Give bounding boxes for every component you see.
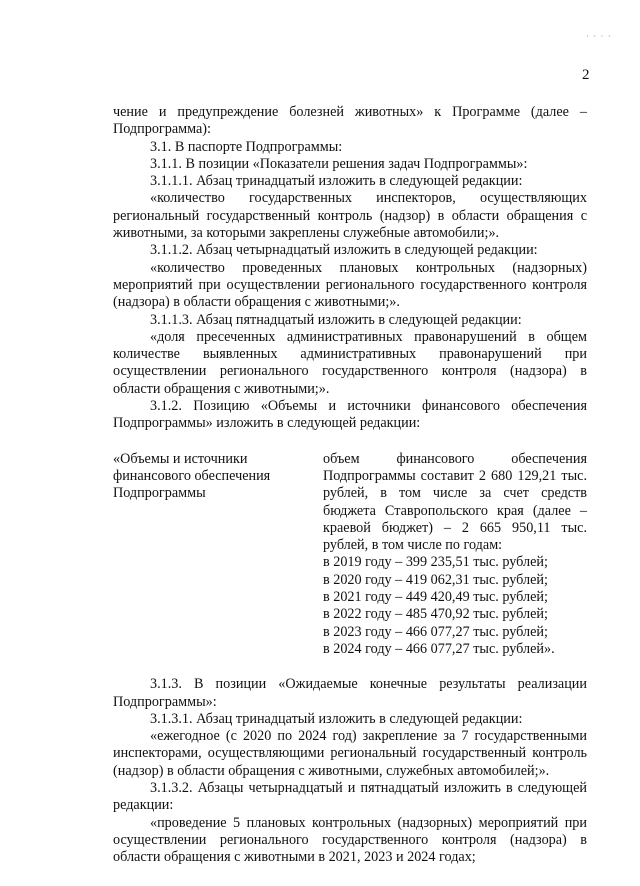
- finance-year-line: в 2020 году – 419 062,31 тыс. рублей;: [323, 571, 548, 588]
- page-number: 2: [582, 67, 590, 83]
- paragraph: 3.1.3.1. Абзац тринадцатый изложить в следующей редакции:: [150, 710, 523, 727]
- paragraph: чение и предупреждение болезней животных» к Программе (далее – Подпрограмма):: [113, 104, 587, 138]
- paragraph: 3.1.2. Позицию «Объемы и источники финансового обеспечения Подпрограммы» изложить в следующей редакции:: [113, 398, 587, 432]
- paragraph: «количество проведенных плановых контрольных (надзорных) мероприятий при осуществлении регионального государственного контроля (надзора) в области обращения с животными;».: [113, 259, 587, 311]
- finance-year-line: в 2019 году – 399 235,51 тыс. рублей;: [323, 554, 548, 571]
- paragraph: «проведение 5 плановых контрольных (надзорных) мероприятий при осуществлении регионального государственного контроля (надзора) в области обращения с животными в 2021, 2023 и 2024 годах;: [113, 814, 587, 866]
- paragraph: «количество государственных инспекторов, осуществляющих региональный государственный контроль (надзор) в области обращения с животными, за которыми закреплены служебные автомобили;».: [113, 190, 587, 242]
- document-body: [113, 104, 587, 866]
- paragraph: 3.1.3.2. Абзацы четырнадцатый и пятнадцатый изложить в следующей редакции:: [113, 779, 587, 814]
- spacer: [113, 433, 587, 451]
- paragraph: «доля пресеченных административных правонарушений в общем количестве выявленных административных правонарушений при осуществлении регионального государственного контроля (надзора) в области обращения с животными;».: [113, 328, 587, 397]
- paragraph: 3.1.1.1. Абзац тринадцатый изложить в следующей редакции:: [150, 173, 523, 190]
- paragraph: 3.1. В паспорте Подпрограммы:: [150, 138, 343, 155]
- paragraph: 3.1.1.2. Абзац четырнадцатый изложить в следующей редакции:: [150, 242, 538, 259]
- finance-year-line: в 2024 году – 466 077,27 тыс. рублей».: [323, 640, 555, 657]
- finance-description: объем финансового обеспечения Подпрограммы составит 2 680 129,21 тыс. рублей, в том числе за счет средств бюджета Ставропольского края (далее – краевой бюджет) – 2 665 950,11 тыс. рублей, в том числе по годам:: [323, 450, 587, 554]
- finance-table-label: «Объемы и источники финансового обеспечения Подпрограммы: [113, 450, 271, 502]
- paragraph: 3.1.1. В позиции «Показатели решения задач Подпрограммы»:: [150, 155, 528, 172]
- paragraph: 3.1.1.3. Абзац пятнадцатый изложить в следующей редакции:: [150, 311, 522, 328]
- finance-year-line: в 2023 году – 466 077,27 тыс. рублей;: [323, 623, 548, 640]
- spacer: [113, 658, 587, 676]
- paragraph: 3.1.3. В позиции «Ожидаемые конечные результаты реализации Подпрограммы»:: [113, 676, 587, 710]
- finance-table: [113, 451, 587, 659]
- finance-table-value: [323, 451, 587, 659]
- finance-year-line: в 2021 году – 449 420,49 тыс. рублей;: [323, 589, 548, 606]
- paragraph: «ежегодное (с 2020 по 2024 год) закрепление за 7 государственными инспекторами, осуществляющими региональный государственный контроль (надзор) в области обращения с животными, служебных автомобилей;».: [113, 728, 587, 779]
- scan-artifact: · · · ·: [586, 31, 612, 41]
- finance-year-line: в 2022 году – 485 470,92 тыс. рублей;: [323, 606, 548, 623]
